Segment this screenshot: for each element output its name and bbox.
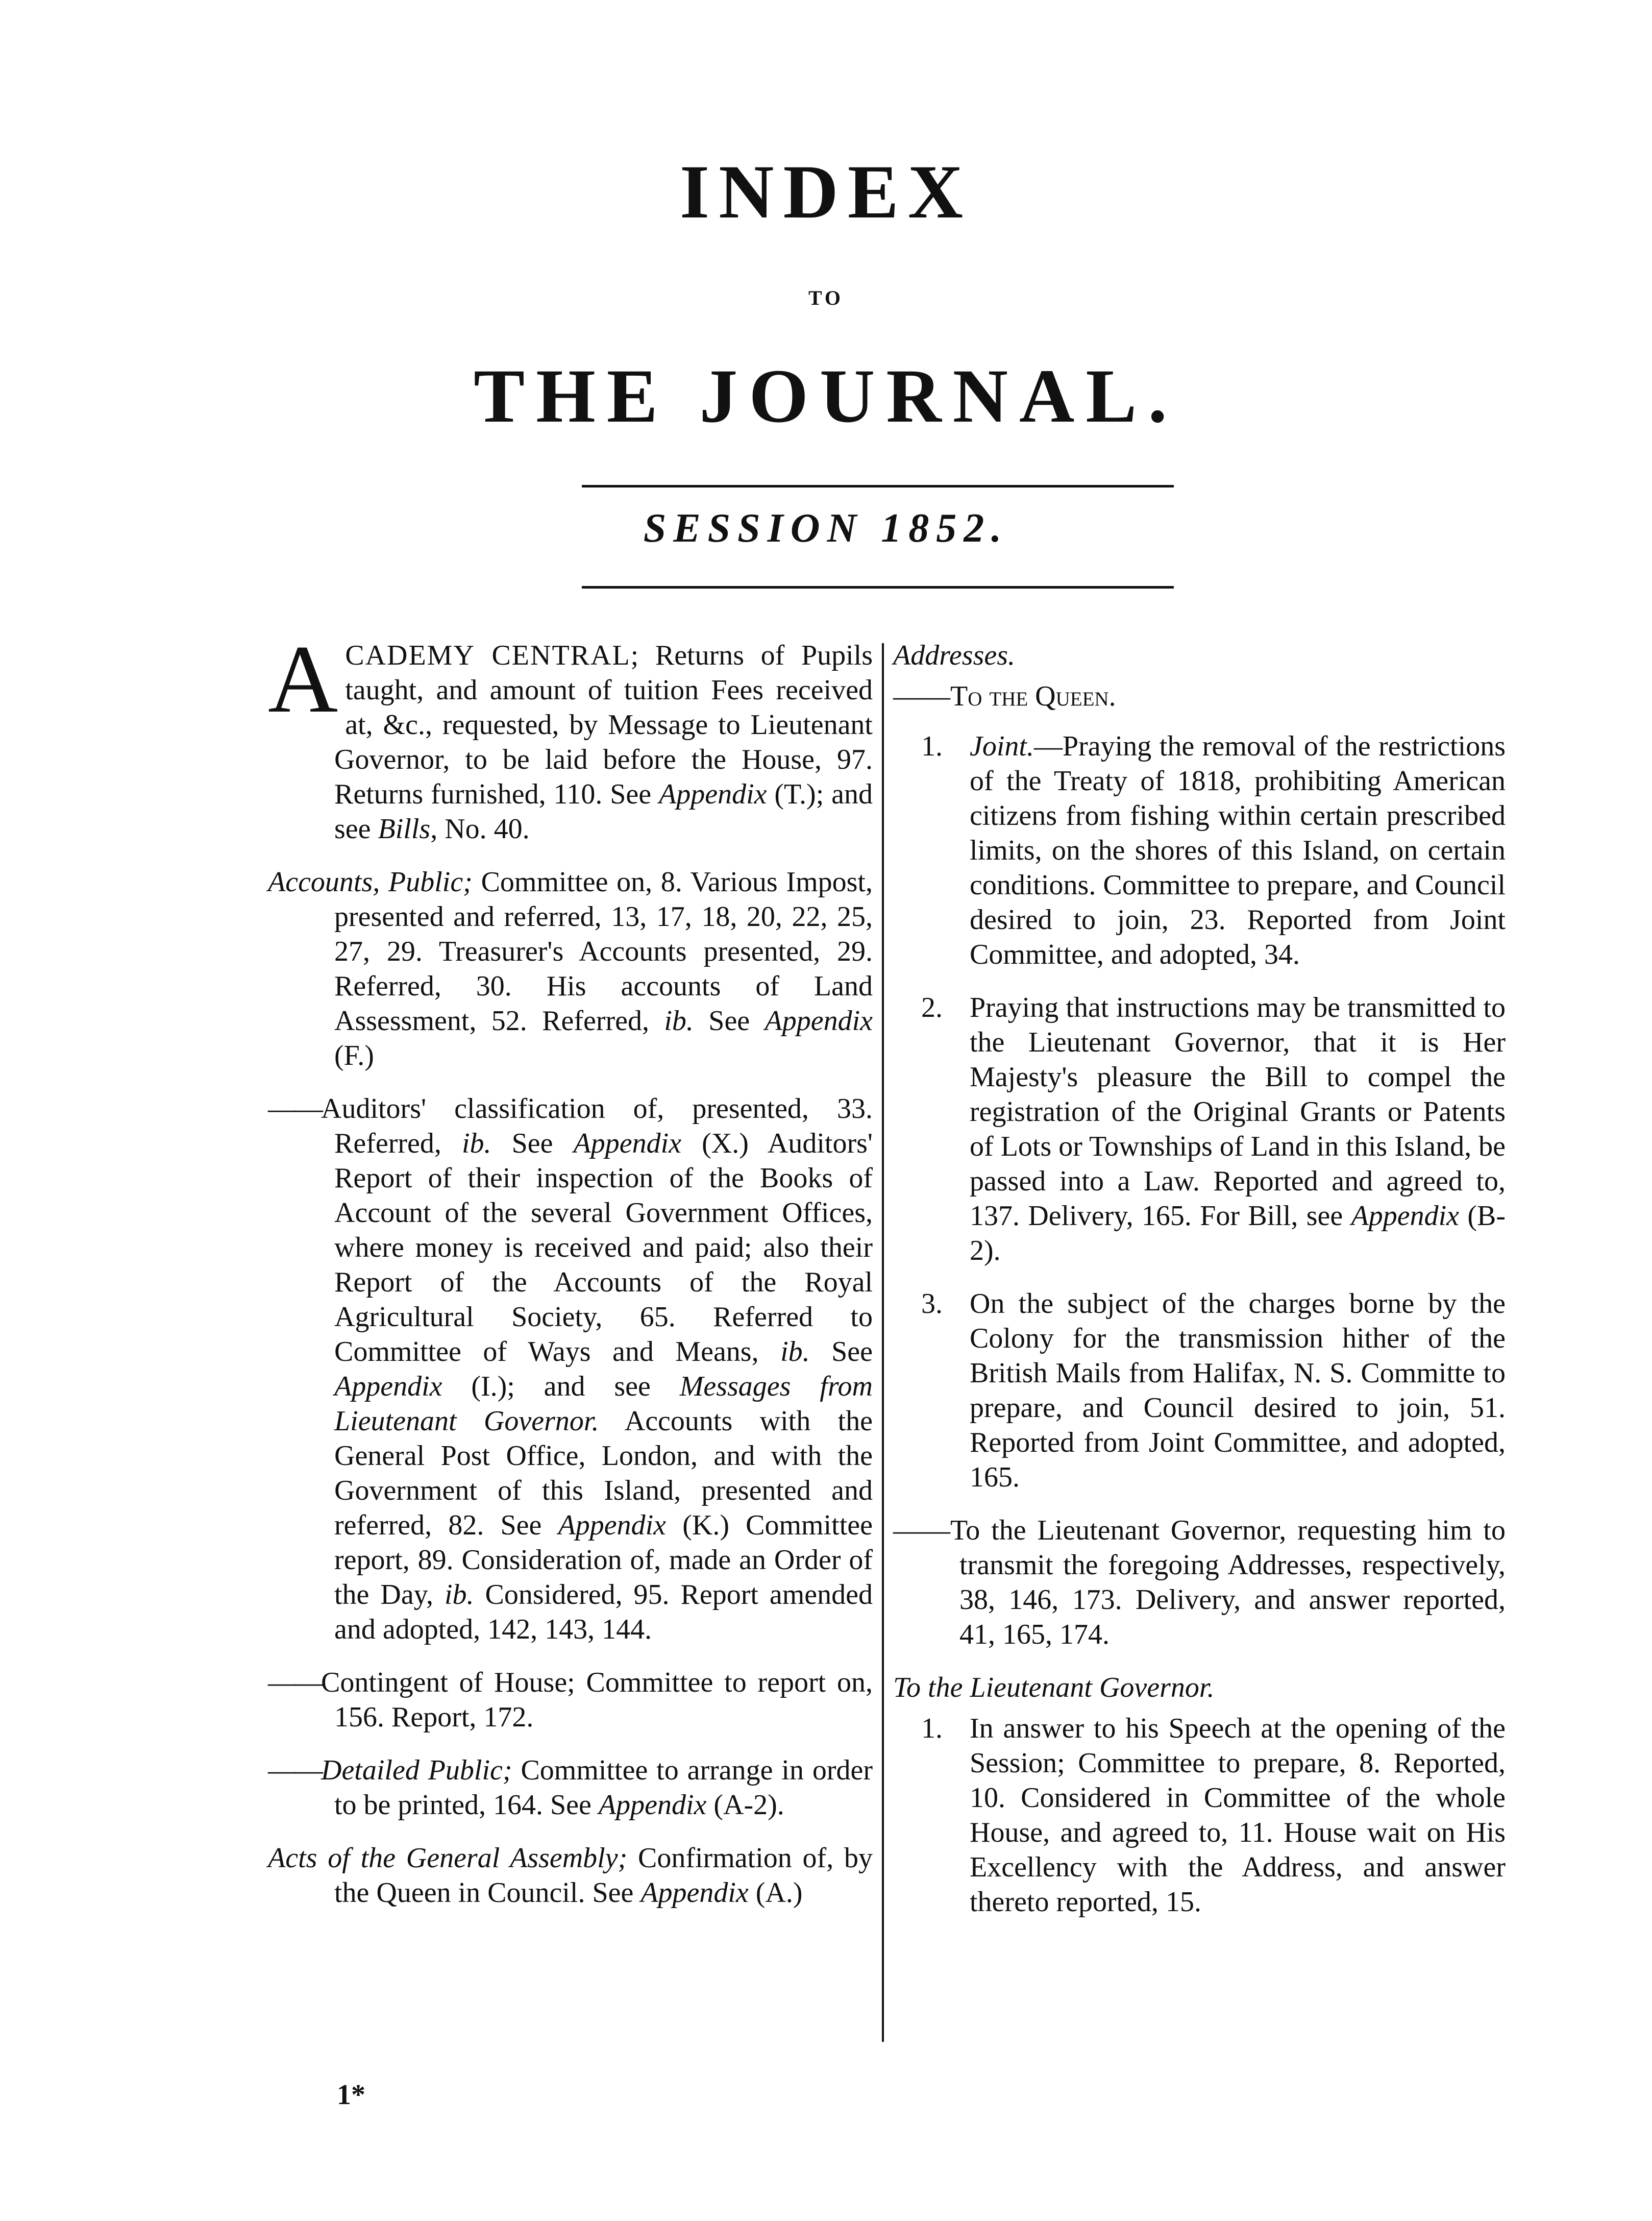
entry-acts-general-assembly: Acts of the General Assembly; Confirmation of, by the Queen in Council. See Appendix (A.) xyxy=(268,1842,873,1909)
entry-head: CADEMY CENTRAL xyxy=(345,640,631,671)
drop-cap: A xyxy=(268,626,338,733)
queen-address-1: 1. Joint.—Praying the removal of the restrictions of the Treaty of 1818, prohibiting American citizens from fishing within certain prescribed limits, on the shores of this Island, on certain conditions. Committee to prepare, and Council desired to join, 23. Reported from Joint Committee, and adopted, 34. xyxy=(921,730,1506,970)
entry-academy-central: ACADEMY CENTRAL; Returns of Pupils taught, and amount of tuition Fees received at, &c., requested, by Message to Lieutenant Governor, to be laid before the House, 97. Returns furnished, 110. See Appendix (T.); and see Bills, No. 40. xyxy=(268,626,873,845)
session-heading: SESSION 1852. xyxy=(643,506,1009,551)
to-the-queen-subheading: ——To the Queen. xyxy=(893,680,1116,712)
right-column xyxy=(893,638,1506,1938)
entry-lt-governor-transmit: ——To the Lieutenant Governor, requesting him to transmit the foregoing Addresses, respectively, 38, 146, 173. Delivery, and answer reported, 41, 165, 174. xyxy=(893,1515,1506,1650)
lt-governor-address-1: 1. In answer to his Speech at the opening of the Session; Committee to prepare, 8. Reported, 10. Considered in Committee of the whole House, and agreed to, 11. House wait on His Excellency with the Address, and answer thereto reported, 15. xyxy=(921,1713,1506,1918)
index-title: INDEX xyxy=(679,150,973,234)
column-divider xyxy=(882,643,884,2042)
entry-contingent: ——Contingent of House; Committee to report on, 156. Report, 172. xyxy=(268,1667,873,1733)
entry-detailed-public: ——Detailed Public; Committee to arrange in order to be printed, 164. See Appendix (A-2). xyxy=(268,1754,873,1821)
left-column xyxy=(268,626,873,1929)
addresses-heading: Addresses. xyxy=(893,640,1016,671)
entry-head: Accounts, Public; xyxy=(268,866,473,898)
to-subtitle: TO xyxy=(808,286,844,309)
queen-address-2: 2. Praying that instructions may be transmitted to the Lieutenant Governor, that it is Her Majesty's pleasure the Bill to compel the registration of the Original Grants or Patents of Lots or Townships of Land in this Island, be passed into a Law. Reported and agreed to, 137. Delivery, 165. For Bill, see Appendix (B-2). xyxy=(921,992,1506,1266)
signature-mark: 1* xyxy=(337,2079,365,2111)
journal-title: THE JOURNAL. xyxy=(474,354,1178,438)
top-rule xyxy=(582,485,1174,487)
entry-auditors: ——Auditors' classification of, presented, 33. Referred, ib. See Appendix (X.) Auditors' Report of their inspection of the Books of Account of the several Government Offices, where money is received and paid; also their Report of the Accounts of the Royal Agricultural Society, 65. Referred to Committee of Ways and Means, ib. See Appendix (I.); and see Messages from Lieutenant Governor. Accounts with the General Post Office, London, and with the Government of this Island, presented and referred, 82. See Appendix (K.) Committee report, 89. Consideration of, made an Order of the Day, ib. Considered, 95. Report amended and adopted, 142, 143, 144. xyxy=(268,1093,873,1645)
to-lt-governor-heading: To the Lieutenant Governor. xyxy=(893,1672,1215,1703)
bottom-rule xyxy=(582,586,1174,589)
entry-accounts-public: Accounts, Public; Committee on, 8. Various Impost, presented and referred, 13, 17, 18, 20, 22, 25, 27, 29. Treasurer's Accounts presented, 29. Referred, 30. His accounts of Land Assessment, 52. Referred, ib. See Appendix (F.) xyxy=(268,866,873,1071)
queen-address-3: 3. On the subject of the charges borne by the Colony for the transmission hither of the British Mails from Halifax, N. S. Committe to prepare, and Council desired to join, 51. Reported from Joint Committee, and adopted, 165. xyxy=(921,1288,1506,1493)
